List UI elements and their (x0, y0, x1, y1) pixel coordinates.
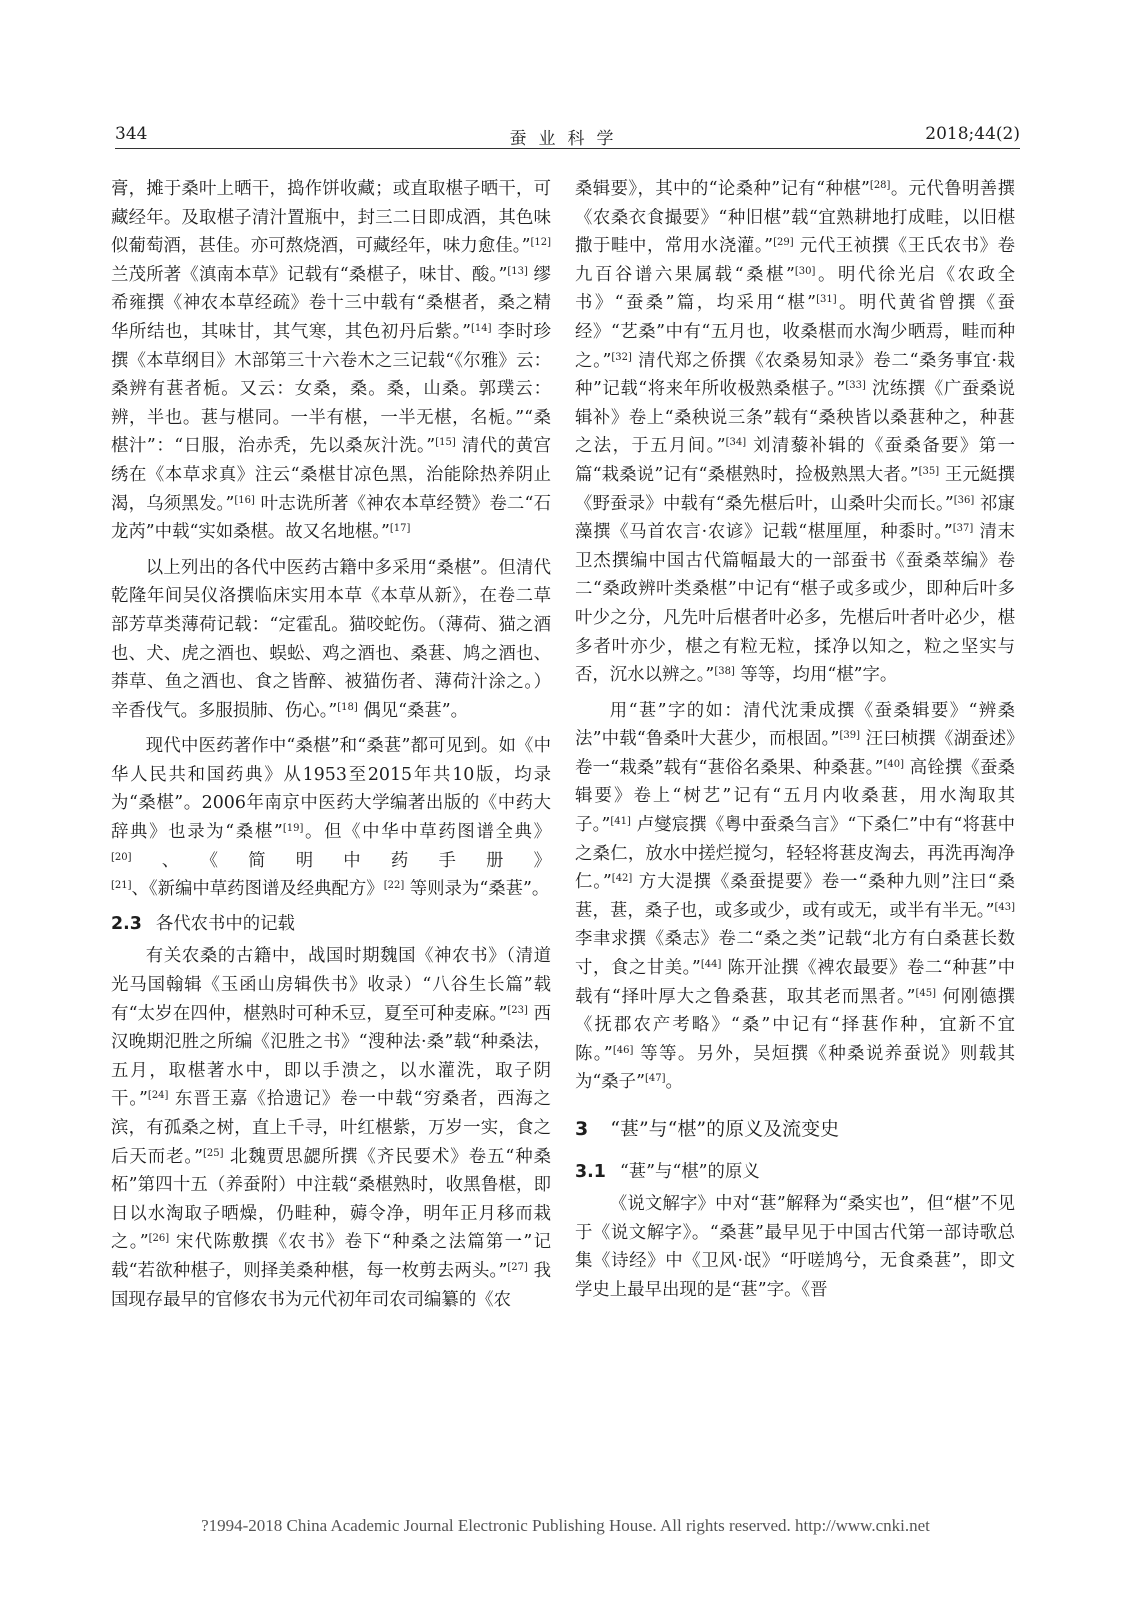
paragraph: 以上列出的各代中医药古籍中多采用“桑椹”。但清代乾隆年间吴仪洛撰临床实用本草《本草从新》，在卷二草部芳草类薄荷记载：“定霍乱。猫咬蛇伤。（薄荷、猫之酒也、犬、虎之酒也、蜈蚣、鸡之酒也、桑葚、鸠之酒也、莽草、鱼之酒也、食之皆醉、被猫伤者、薄荷汁涂之。）辛香伐气。多服损肺、伤心。”[18] 偶见“桑葚”。 (111, 557, 551, 721)
citation-ref: [14] (470, 322, 492, 334)
page-header (115, 122, 1020, 149)
citation-ref: [46] (612, 1044, 634, 1056)
section-number: 3 (575, 1118, 589, 1140)
left-column (111, 175, 551, 1314)
citation-ref: [18] (337, 701, 358, 713)
section-title: 各代农书中的记载 (155, 913, 295, 934)
citation-ref: [33] (845, 380, 866, 392)
subsection-heading (575, 1158, 1015, 1187)
section-heading (111, 910, 551, 939)
citation-ref: [36] (953, 494, 975, 506)
right-column (575, 175, 1015, 1305)
citation-ref: [15] (435, 437, 456, 449)
citation-ref: [47] (644, 1073, 666, 1085)
citation-ref: [13] (507, 265, 528, 277)
citation-ref: [29] (773, 237, 794, 249)
citation-ref: [44] (700, 959, 722, 971)
citation-ref: [45] (915, 987, 937, 999)
citation-ref: [42] (611, 873, 633, 885)
citation-ref: [22] (383, 880, 405, 892)
journal-title: 蚕业科学 (509, 129, 626, 149)
citation-ref: [39] (839, 730, 860, 742)
citation-ref: [30] (794, 265, 816, 277)
citation-ref: [40] (883, 758, 905, 770)
citation-ref: [28] (869, 180, 891, 191)
paragraph: 桑辑要》，其中的“论桑种”记有“种椹”[28]。元代鲁明善撰《农桑衣食撮要》“种旧椹”载“宜熟耕地打成畦，以旧椹撒于畦中，常用水浇灌。”[29] 元代王祯撰《王氏农书》卷九百谷谱六果属载“桑椹”[30]。明代徐光启《农政全书》“蚕桑”篇，均采用“椹”[31]。明代黄省曾撰《蚕经》“艺桑”中有“五月也，收桑椹而水淘少晒焉，畦而种之。”[32] 清代郑之侨撰《农桑易知录》卷二“桑务事宜·栽种”记载“将来年所收极熟桑椹子。”[33] 沈练撰《广蚕桑说辑补》卷上“桑秧说三条”载有“桑秧皆以桑葚种之，种葚之法，于五月间。”[34] 刘清藜补辑的《蚕桑备要》第一篇“栽桑说”记有“桑椹熟时，捡极熟黑大者。”[35] 王元綎撰《野蚕录》中载有“桑先椹后叶，山桑叶尖而长。”[36] 祁㝩藻撰《马首农言·农谚》记载“椹厘厘，种黍时。”[37] 清末卫杰撰编中国古代篇幅最大的一部蚕书《蚕桑萃编》卷二“桑政辨叶类桑椹”中记有“椹子或多或少，即种后叶多叶少之分，凡先叶后椹者叶必多，先椹后叶者叶必少，椹多者叶亦少，椹之有粒无粒，揉净以知之，粒之坚实与否，沉水以辨之。”[38] 等等，均用“椹”字。 (575, 179, 1016, 686)
citation-ref: [21] (111, 880, 132, 892)
paragraph: 有关农桑的古籍中，战国时期魏国《神农书》（清道光马国翰辑《玉函山房辑佚书》收录）“八谷生长篇”载有“太岁在四仲，椹熟时可种禾豆，夏至可种麦麻。”[23] 西汉晚期氾胜之所编《氾胜之书》“溲种法·桑”载“种桑法，五月，取椹著水中，即以手溃之，以水灌洗，取子阴干。”[24] 东晋王嘉《拾遗记》卷一中载“穷桑者，西海之滨，有孤桑之树，直上千寻，叶红椹紫，万岁一实，食之后天而老。”[25] 北魏贾思勰所撰《齐民要术》卷五“种桑柘”第四十五（养蚕附）中注载“桑椹熟时，收黑鲁椹，即日以水淘取子晒燥，仍畦种，薅令净，明年正月移而栽之。”[26] 宋代陈敷撰《农书》卷下“种桑之法篇第一”记载“若欲种椹子，则择美桑种椹，每一枚剪去两头。”[27] 我国现存最早的官修农书为元代初年司农司编纂的《农 (111, 946, 552, 1310)
citation-ref: [41] (610, 816, 631, 828)
citation-ref: [27] (507, 1261, 528, 1273)
citation-ref: [32] (611, 351, 632, 363)
citation-ref: [20] (111, 851, 132, 863)
citation-ref: [17] (389, 523, 411, 535)
citation-ref: [23] (507, 1004, 528, 1016)
citation-ref: [31] (816, 294, 837, 306)
citation-ref: [26] (148, 1233, 170, 1245)
citation-ref: [16] (234, 494, 255, 506)
journal-issue: 2018;44(2) (925, 124, 1020, 144)
section-number: 2.3 (111, 913, 142, 934)
citation-ref: [12] (530, 237, 551, 249)
section-title: “葚”与“椹”的原义及流变史 (610, 1118, 840, 1140)
citation-ref: [19] (282, 823, 304, 835)
section-heading (575, 1115, 1015, 1144)
paragraph: 膏，摊于桑叶上晒干，捣作饼收藏；或直取椹子晒干，可藏经年。及取椹子清汁置瓶中，封三二日即成酒，其色味似葡萄酒，甚佳。亦可熬烧酒，可藏经年，味力愈佳。”[12] 兰茂所著《滇南本草》记载有“桑椹子，味甘、酸。”[13] 缪希雍撰《神农本草经疏》卷十三中载有“桑椹者，桑之精华所结也，其味甘，其气寒，其色初丹后紫。”[14] 李时珍撰《本草纲目》木部第三十六卷木之三记载“《尔雅》云：桑辨有葚者栀。又云：女桑，桑。桑，山桑。郭璞云：辨，半也。葚与椹同。一半有椹，一半无椹，名栀。”“桑椹汁”：“日服，治赤秃，先以桑灰汁洗。”[15] 清代的黄宫绣在《本草求真》注云“桑椹甘凉色黑，治能除热养阴止渴，乌须黑发。”[16] 叶志诜所著《神农本草经赞》卷二“石龙芮”中载“实如桑椹。故又名地椹。”[17] (111, 179, 551, 543)
citation-ref: [24] (147, 1090, 169, 1102)
citation-ref: [38] (714, 666, 735, 678)
citation-ref: [34] (725, 437, 747, 449)
section-title: “葚”与“椹”的原义 (619, 1161, 760, 1182)
citation-ref: [35] (918, 465, 940, 477)
section-number: 3.1 (575, 1161, 606, 1182)
paragraph: 现代中医药著作中“桑椹”和“桑葚”都可见到。如《中华人民共和国药典》从1953至2015年共10版，均录为“桑椹”。2006年南京中医药大学编著出版的《中药大辞典》也录为“桑椹”[19]。但《中华中草药图谱全典》[20]、《简明中药手册》[21]、《新编中草药图谱及经典配方》[22] 等则录为“桑葚”。 (111, 736, 551, 900)
paragraph: 《说文解字》中对“葚”解释为“桑实也”，但“椹”不见于《说文解字》。“桑葚”最早见于中国古代第一部诗歌总集《诗经》中《卫风·氓》“吁嗟鸠兮，无食桑葚”，即文学史上最早出现的是“葚”字。《晋 (575, 1194, 1015, 1300)
paragraph: 用“葚”字的如：清代沈秉成撰《蚕桑辑要》“辨桑法”中载“鲁桑叶大葚少，而根固。”[39] 汪曰桢撰《湖蚕述》卷一“栽桑”载有“葚俗名桑果、种桑葚。”[40] 高铨撰《蚕桑辑要》卷上“树艺”记有“五月内收桑葚，用水淘取其子。”[41] 卢燮宸撰《粤中蚕桑刍言》“下桑仁”中有“将葚中之桑仁，放水中搓烂搅匀，轻轻将葚皮淘去，再洗再淘净仁。”[42] 方大湜撰《桑蚕提要》卷一“桑种九则”注曰“桑葚，葚，桑子也，或多或少，或有或无，或半有半无。”[43] 李聿求撰《桑志》卷二“桑之类”记载“北方有白桑葚长数寸，食之甘美。”[44] 陈开沚撰《裨农最要》卷二“种葚”中载有“择叶厚大之鲁桑葚，取其老而黑者。”[45] 何刚德撰《抚郡农产考略》“桑”中记有“择葚作种，宜新不宜陈。”[46] 等等。另外，吴烜撰《种桑说养蚕说》则载其为“桑子”[47]。 (575, 700, 1016, 1093)
citation-ref: [37] (952, 523, 974, 535)
copyright-footer: ?1994-2018 China Academic Journal Electronic Publishing House. All rights reserved. http://www.cnki.net (201, 1516, 930, 1535)
citation-ref: [25] (202, 1147, 224, 1159)
page-number: 344 (115, 124, 148, 144)
citation-ref: [43] (994, 901, 1015, 913)
